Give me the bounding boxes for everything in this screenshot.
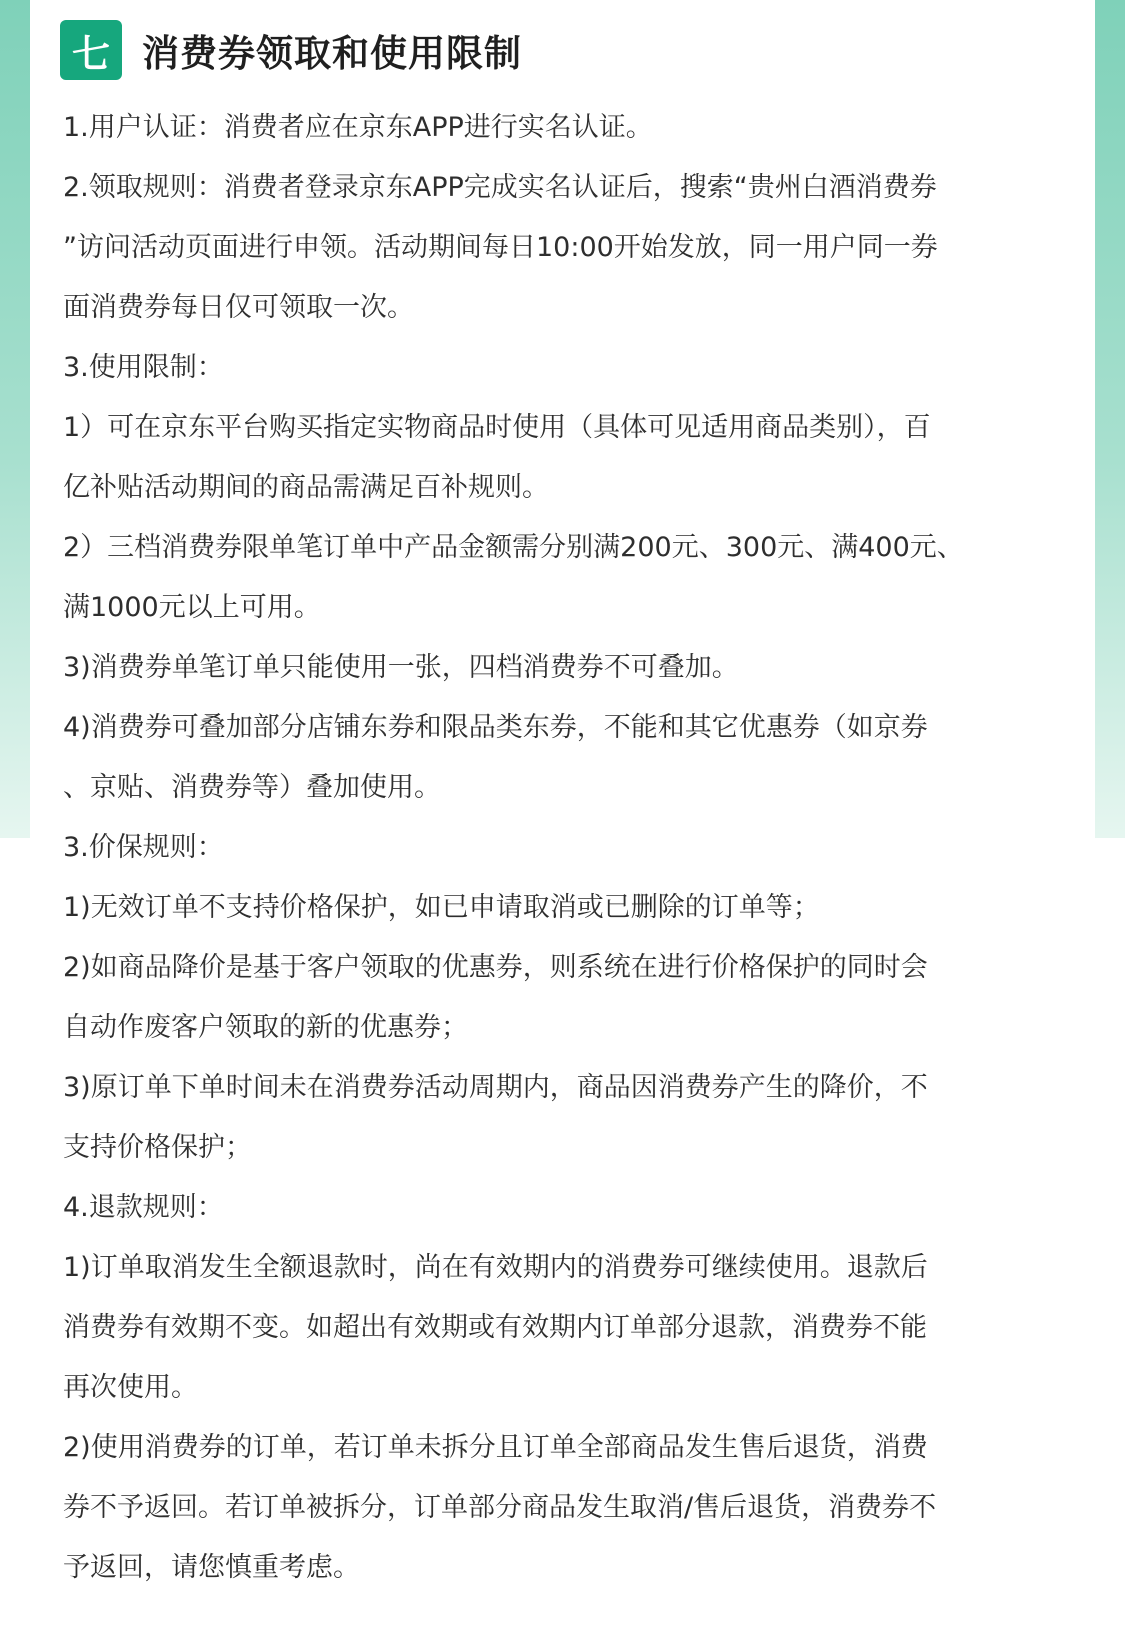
rule-line: 满1000元以上可用。 bbox=[63, 592, 321, 623]
rule-line: 2）三档消费券限单笔订单中产品金额需分别满200元、300元、满400元、 bbox=[63, 532, 964, 563]
right-decorative-band bbox=[1095, 0, 1125, 838]
rule-line: 4)消费券可叠加部分店铺东券和限品类东券，不能和其它优惠券（如京券 bbox=[63, 712, 928, 743]
section-title: 消费券领取和使用限制 bbox=[142, 32, 522, 75]
rule-line: 亿补贴活动期间的商品需满足百补规则。 bbox=[63, 472, 549, 503]
left-decorative-band bbox=[0, 0, 30, 838]
rule-line: 3)原订单下单时间未在消费券活动周期内，商品因消费券产生的降价，不 bbox=[63, 1072, 928, 1103]
rule-line: 面消费券每日仅可领取一次。 bbox=[63, 292, 414, 323]
rule-line: 3)消费券单笔订单只能使用一张，四档消费券不可叠加。 bbox=[63, 652, 739, 683]
rule-line: 再次使用。 bbox=[63, 1372, 198, 1403]
rule-line: 券不予返回。若订单被拆分，订单部分商品发生取消/售后退货，消费券不 bbox=[63, 1492, 937, 1523]
rule-line: 消费券有效期不变。如超出有效期或有效期内订单部分退款，消费券不能 bbox=[63, 1312, 927, 1343]
rules-panel bbox=[30, 0, 1095, 1638]
rule-line: 2)使用消费券的订单，若订单未拆分且订单全部商品发生售后退货，消费 bbox=[63, 1432, 928, 1463]
rule-line: 1.用户认证：消费者应在京东APP进行实名认证。 bbox=[63, 112, 653, 143]
rule-line: 1)订单取消发生全额退款时，尚在有效期内的消费券可继续使用。退款后 bbox=[63, 1252, 928, 1283]
rule-line: 支持价格保护； bbox=[63, 1132, 252, 1163]
rule-line: 予返回，请您慎重考虑。 bbox=[63, 1552, 360, 1583]
rule-line: 3.使用限制： bbox=[63, 352, 224, 383]
rule-line: 1）可在京东平台购买指定实物商品时使用（具体可见适用商品类别），百 bbox=[63, 412, 931, 443]
rule-line: ”访问活动页面进行申领。活动期间每日10:00开始发放，同一用户同一券 bbox=[63, 232, 938, 263]
rules-text bbox=[63, 98, 1061, 1598]
rule-line: 2.领取规则：消费者登录京东APP完成实名认证后，搜索“贵州白酒消费券 bbox=[63, 172, 937, 203]
rule-line: 4.退款规则： bbox=[63, 1192, 224, 1223]
rule-line: 自动作废客户领取的新的优惠券； bbox=[63, 1012, 468, 1043]
rule-line: 3.价保规则： bbox=[63, 832, 224, 863]
rule-line: 2)如商品降价是基于客户领取的优惠券，则系统在进行价格保护的同时会 bbox=[63, 952, 928, 983]
rule-line: 、京贴、消费券等）叠加使用。 bbox=[63, 772, 441, 803]
section-heading bbox=[60, 18, 522, 82]
section-number-badge: 七 bbox=[60, 20, 122, 80]
rule-line: 1)无效订单不支持价格保护，如已申请取消或已删除的订单等； bbox=[63, 892, 820, 923]
